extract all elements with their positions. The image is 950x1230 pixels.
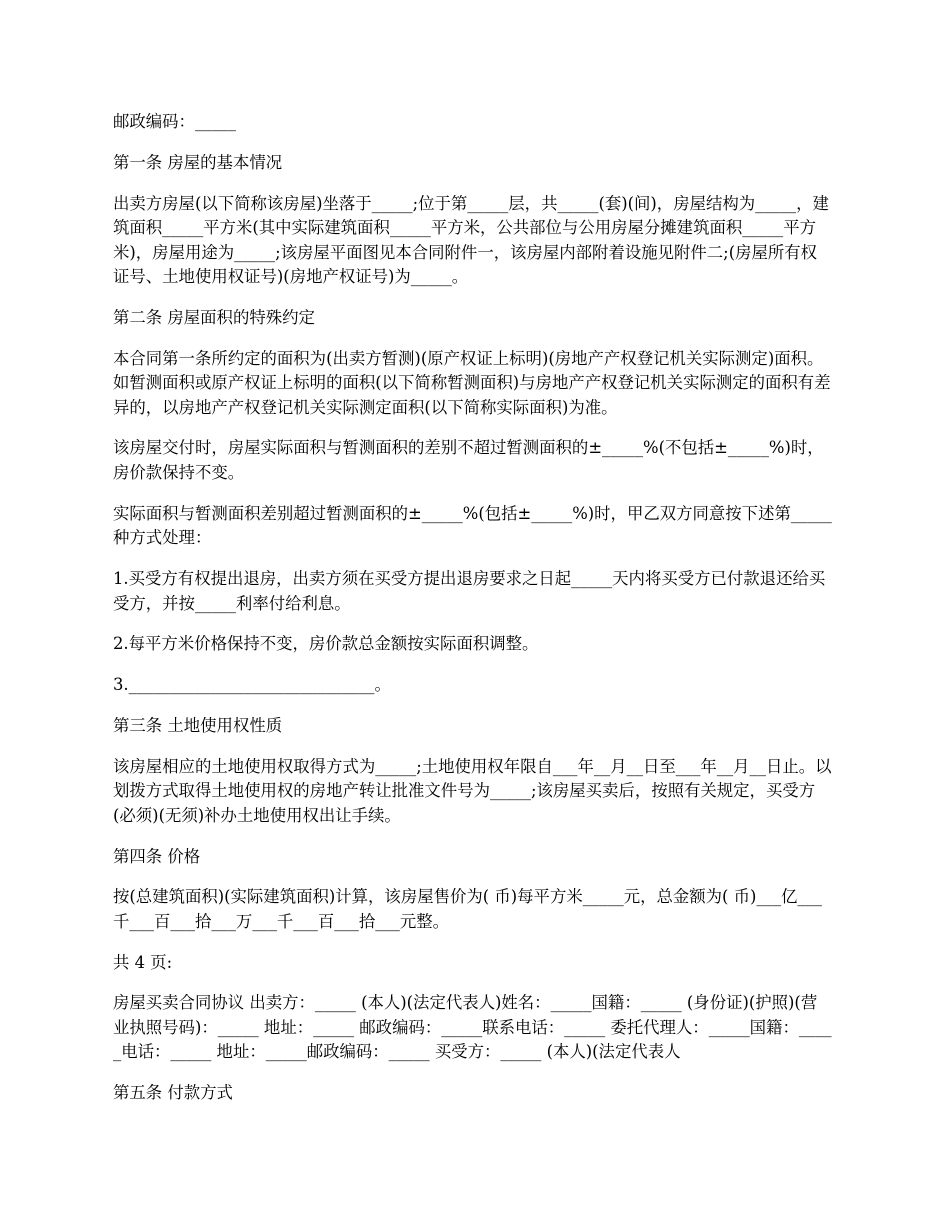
- article-5-heading: 第五条 付款方式: [113, 1083, 233, 1103]
- option-2-clause: 2.每平方米价格保持不变，房价款总金额按实际面积调整。: [113, 634, 539, 654]
- article-4-body: 按(总建筑面积)(实际建筑面积)计算，该房屋售价为( 币)每平方米_____元，总金额为( 币)___亿___千___百___拾___万___千___百___拾___元整。: [113, 887, 823, 931]
- article-2-body: 本合同第一条所约定的面积为(出卖方暂测)(原产权证上标明)(房地产产权登记机关实际测定)面积。如暂测面积或原产权证上标明的面积(以下简称暂测面积)与房地产产权登记机关实际测定的面积有差异的，以房地产产权登记机关实际测定面积(以下简称实际面积)为准。: [113, 348, 831, 417]
- article-2-heading: 第二条 房屋面积的特殊约定: [113, 307, 315, 327]
- option-1-clause: 1.买受方有权提出退房，出卖方须在买受方提出退房要求之日起_____天内将买受方已付款退还给买受方，并按_____利率付给利息。: [113, 569, 826, 613]
- page-count-note: 共 4 页:: [113, 952, 173, 972]
- option-3-clause: 3.______________________________。: [113, 675, 391, 695]
- article-2-tolerance-clause: 该房屋交付时，房屋实际面积与暂测面积的差别不超过暂测面积的±_____%(不包括±_____%)时，房价款保持不变。: [113, 438, 824, 482]
- contract-document-page: [113, 110, 833, 1122]
- postal-code-line: 邮政编码：_____: [113, 112, 236, 131]
- article-3-body: 该房屋相应的土地使用权取得方式为_____;土地使用权年限自___年__月__日至___年__月__日止。以划拨方式取得土地使用权的房地产转让批准文件号为_____;该房屋买卖后，按照有关规定，买受方(必须)(无须)补办土地使用权出让手续。: [113, 756, 832, 825]
- parties-info-paragraph: 房屋买卖合同协议 出卖方：_____ (本人)(法定代表人)姓名：_____国籍：_____ (身份证)(护照)(营业执照号码)：_____ 地址：_____ 邮政编码：_____联系电话：_____ 委托代理人：_____国籍：_____电话：_____ 地址：_____邮政编码：_____ 买受方：_____ (本人)(法定代表人: [113, 993, 832, 1062]
- article-1-body: 出卖方房屋(以下简称该房屋)坐落于_____;位于第_____层，共_____(套)(间)，房屋结构为_____，建筑面积_____平方米(其中实际建筑面积_____平方米，公共部位与公用房屋分摊建筑面积_____平方米)，房屋用途为_____;该房屋平面图见本合同附件一，该房屋内部附着设施见附件二;(房屋所有权证号、土地使用权证号)(房地产权证号)为_____。: [113, 193, 829, 287]
- article-4-heading: 第四条 价格: [113, 846, 201, 866]
- article-3-heading: 第三条 土地使用权性质: [113, 715, 283, 735]
- article-2-excess-clause: 实际面积与暂测面积差别超过暂测面积的±_____%(包括±_____%)时，甲乙双方同意按下述第_____种方式处理：: [113, 503, 832, 548]
- article-1-heading: 第一条 房屋的基本情况: [113, 152, 283, 172]
